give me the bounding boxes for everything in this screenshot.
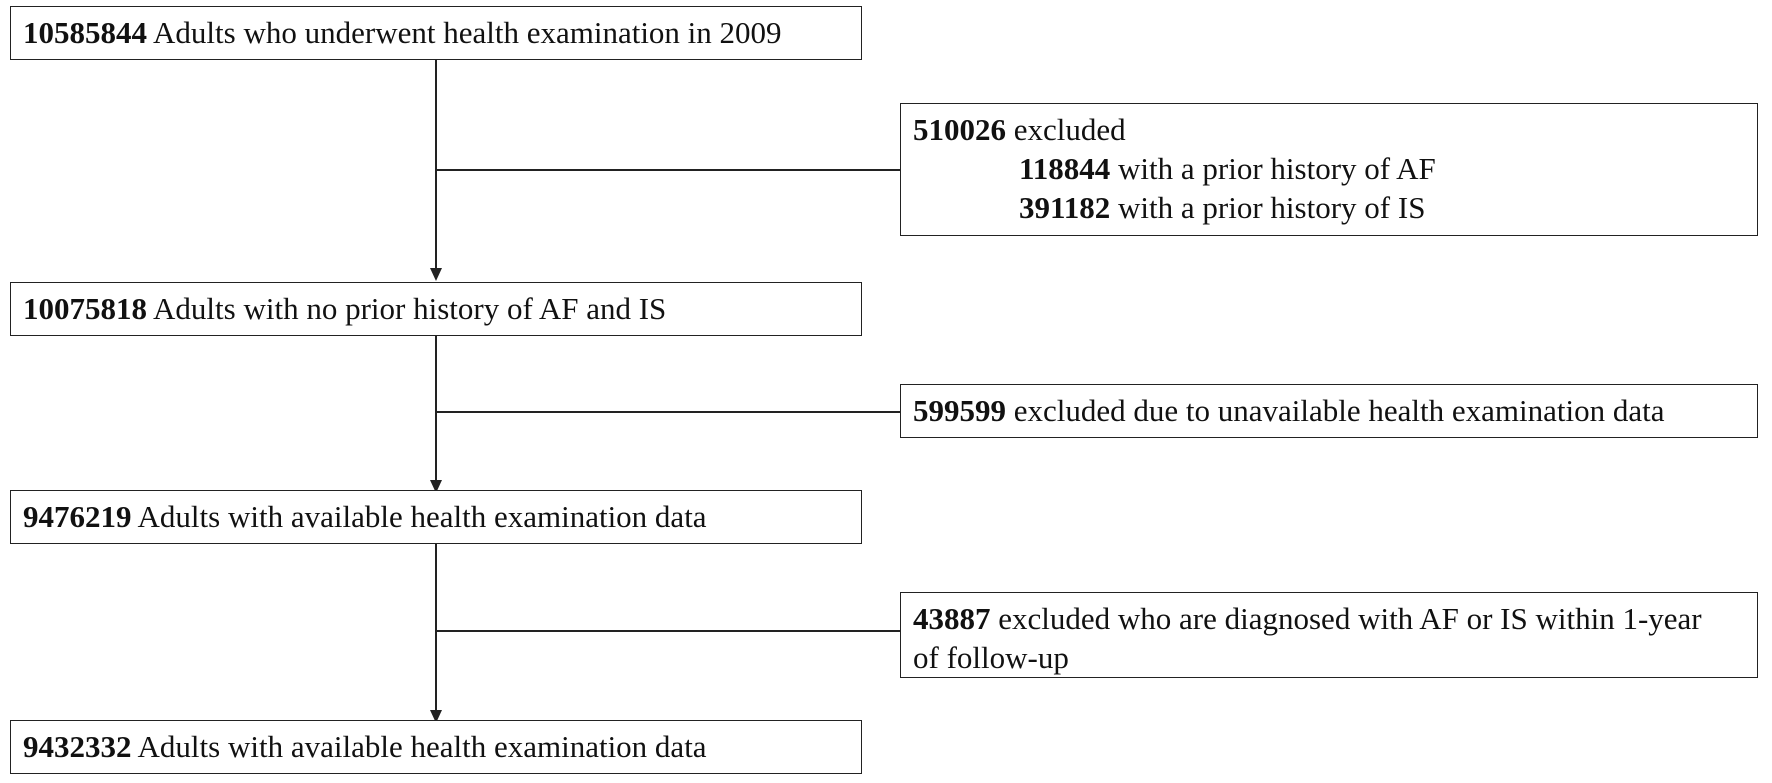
main-box-4-label: Adults with available health examination data [137,729,707,764]
main-box-1-label: Adults who underwent health examination in 2009 [153,15,782,50]
branch-line-3 [436,630,901,632]
exclusion-subitem-af-count: 118844 [1019,151,1111,186]
exclusion-box-1-count: 510026 [913,112,1006,147]
main-box-4 [10,720,862,774]
exclusion-subitem-af-label: with a prior history of AF [1118,151,1436,186]
main-box-2 [10,282,862,336]
exclusion-box-3-count: 43887 [913,601,991,636]
main-box-1 [10,6,862,60]
main-box-3-count: 9476219 [23,499,132,534]
exclusion-subitem-is-label: with a prior history of IS [1118,190,1426,225]
arrowhead-1 [430,268,442,281]
connector-line-1 [435,60,437,272]
main-box-4-count: 9432332 [23,729,132,764]
main-box-3-label: Adults with available health examination data [137,499,707,534]
branch-line-1 [436,169,901,171]
exclusion-box-2-count: 599599 [913,393,1006,428]
exclusion-box-2 [900,384,1758,438]
branch-line-2 [436,411,901,413]
exclusion-box-3 [900,592,1758,678]
exclusion-box-3-label: excluded who are diagnosed with AF or IS within 1-year [998,601,1702,636]
exclusion-box-1 [900,103,1758,236]
exclusion-subitem-is-count: 391182 [1019,190,1111,225]
main-box-2-count: 10075818 [23,291,147,326]
connector-line-2 [435,336,437,484]
exclusion-box-1-label: excluded [1013,112,1126,147]
exclusion-box-2-label: excluded due to unavailable health examination data [1013,393,1665,428]
exclusion-box-3-label-line2: of follow-up [913,640,1069,675]
main-box-2-label: Adults with no prior history of AF and IS [153,291,667,326]
main-box-3 [10,490,862,544]
exclusion-subitem-is [913,188,1745,227]
main-box-1-count: 10585844 [23,15,147,50]
exclusion-subitem-af [913,149,1745,188]
